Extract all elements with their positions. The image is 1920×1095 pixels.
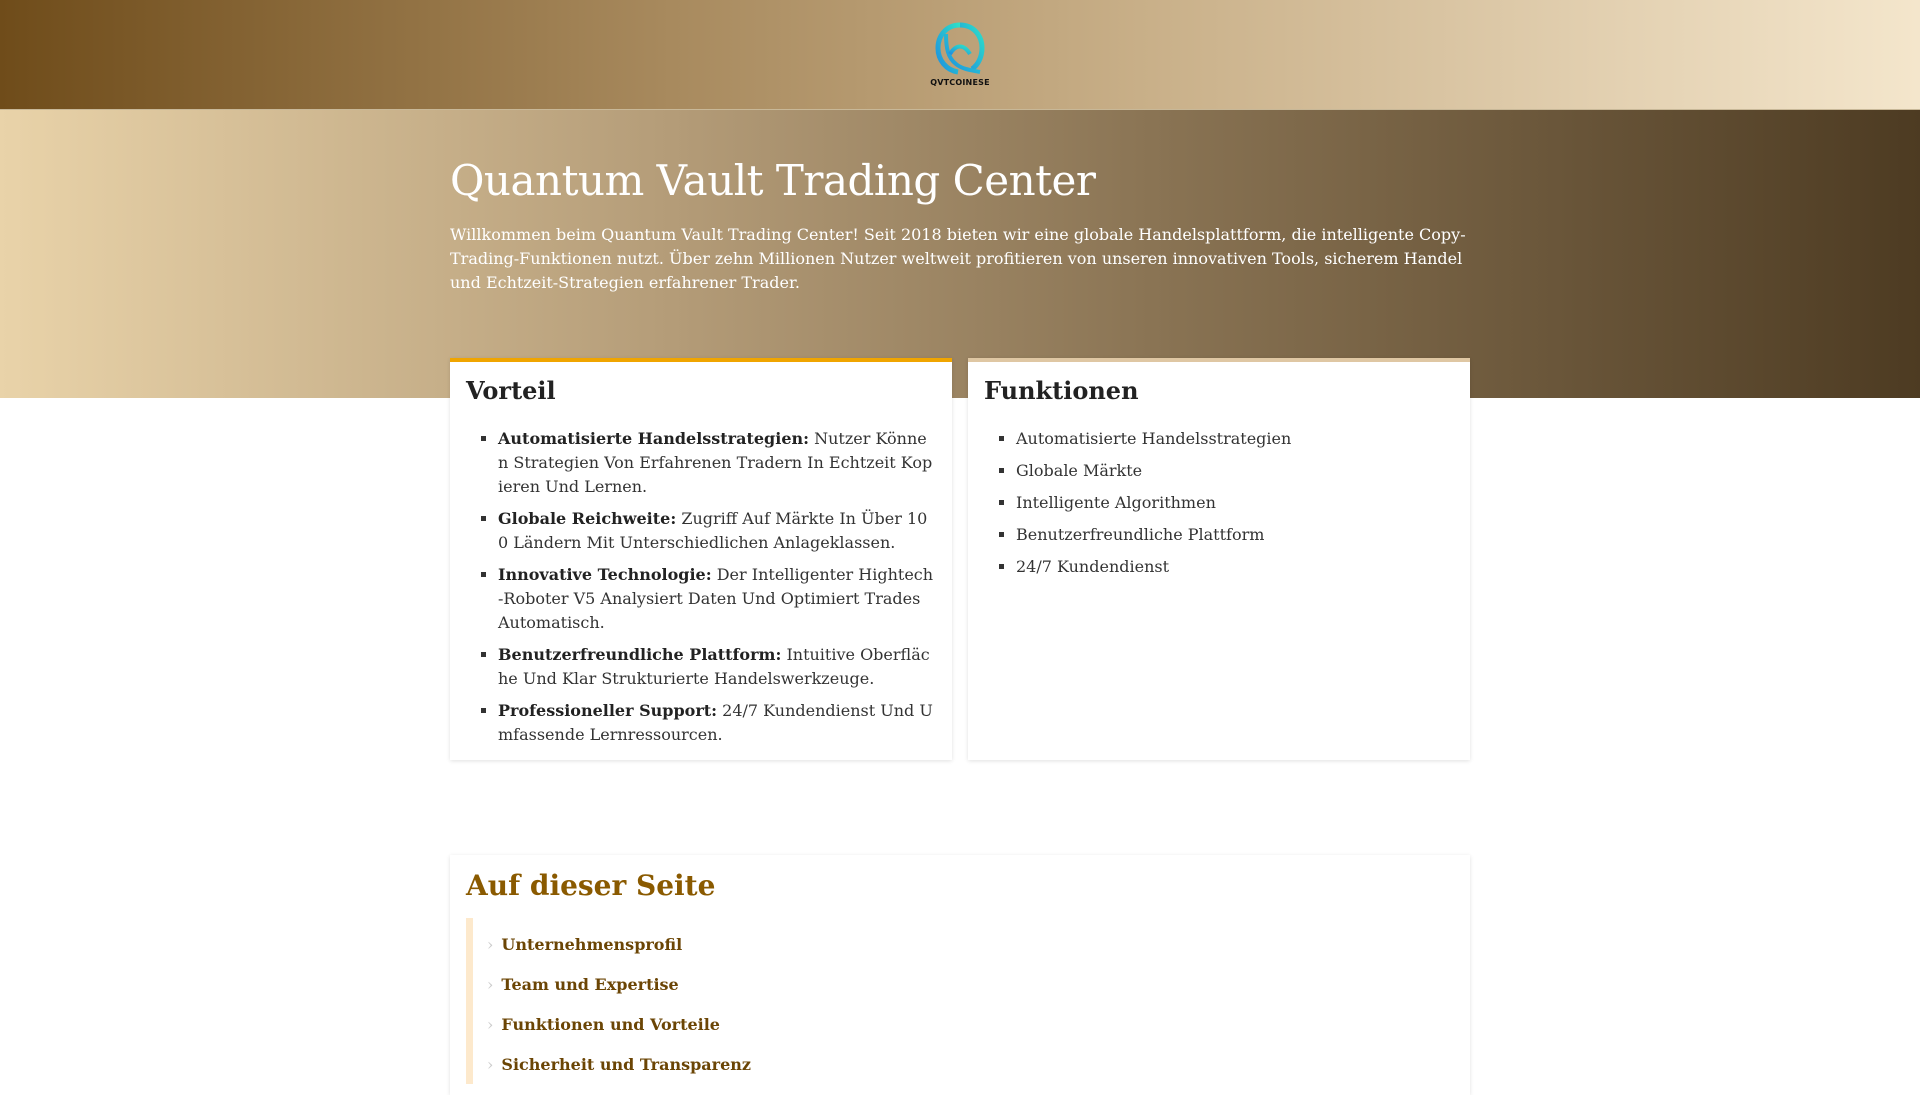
list-item: ▪ Globale Märkte — [1016, 459, 1454, 483]
list-item — [498, 507, 936, 555]
toc-link-label: Unternehmensprofil — [501, 934, 683, 954]
list-item — [498, 699, 936, 747]
item-label: Benutzerfreundliche Plattform: — [498, 645, 782, 664]
toc-link-team[interactable] — [487, 964, 1454, 1004]
list-item — [498, 563, 936, 635]
logo-icon — [932, 22, 988, 76]
toc-link-sicherheit[interactable] — [487, 1044, 1454, 1084]
toc-link-label: Sicherheit und Transparenz — [501, 1054, 751, 1074]
site-header — [0, 0, 1920, 110]
list-item: ▪ 24/7 Kundendienst — [1016, 555, 1454, 579]
list-item — [498, 427, 936, 499]
toc-title: Auf dieser Seite — [466, 869, 716, 902]
item-text: Nutzer Können Strategien Von Erfahrenen Tradern In Echtzeit Kopieren Und Lernen. — [498, 429, 933, 496]
chevron-right-icon: › — [487, 1014, 494, 1034]
page-title: Quantum Vault Trading Center — [450, 156, 1096, 205]
item-label: Globale Reichweite: — [498, 509, 677, 528]
item-text: Zugriff Auf Märkte In Über 100 Ländern Mit Unterschiedlichen Anlageklassen. — [498, 509, 928, 552]
item-text: Der Intelligenter Hightech-Roboter V5 Analysiert Daten Und Optimiert Trades Automatisch. — [498, 565, 934, 632]
list-item — [498, 643, 936, 691]
cards-row — [450, 358, 1470, 760]
vorteil-card — [450, 358, 952, 760]
toc-list — [466, 918, 1454, 1084]
funktionen-card — [968, 358, 1470, 760]
list-item: ▪ Intelligente Algorithmen — [1016, 491, 1454, 515]
item-label: Automatisierte Handelsstrategien: — [498, 429, 810, 448]
logo[interactable] — [930, 22, 989, 87]
item-text: Intuitive Oberfläche Und Klar Strukturierte Handelswerkzeuge. — [498, 645, 930, 688]
funktionen-title: Funktionen — [984, 376, 1139, 405]
list-item: ▪ Benutzerfreundliche Plattform — [1016, 523, 1454, 547]
toc-link-funktionen[interactable] — [487, 1004, 1454, 1044]
table-of-contents — [450, 855, 1470, 1095]
toc-link-label: Funktionen und Vorteile — [501, 1014, 720, 1034]
vorteil-title: Vorteil — [466, 376, 556, 405]
chevron-right-icon: › — [487, 934, 494, 954]
list-item: ▪ Automatisierte Handelsstrategien — [1016, 427, 1454, 451]
intro-text: Willkommen beim Quantum Vault Trading Center! Seit 2018 bieten wir eine globale Handelsplattform, die intelligente Copy-Trading-Funktionen nutzt. Über zehn Millionen Nutzer weltweit profitieren von unseren innovativen Tools, sicherem Handel und Echtzeit-Strategien erfahrener Trader. — [450, 225, 1466, 292]
chevron-right-icon: › — [487, 974, 494, 994]
logo-text: QVTCOINESE — [930, 78, 990, 87]
hero-section — [0, 110, 1920, 398]
item-text: 24/7 Kundendienst Und Umfassende Lernressourcen. — [498, 701, 933, 744]
item-label: Professioneller Support: — [498, 701, 718, 720]
toc-link-label: Team und Expertise — [501, 974, 679, 994]
toc-link-unternehmensprofil[interactable] — [487, 924, 1454, 964]
item-label: Innovative Technologie: — [498, 565, 712, 584]
chevron-right-icon: › — [487, 1054, 494, 1074]
